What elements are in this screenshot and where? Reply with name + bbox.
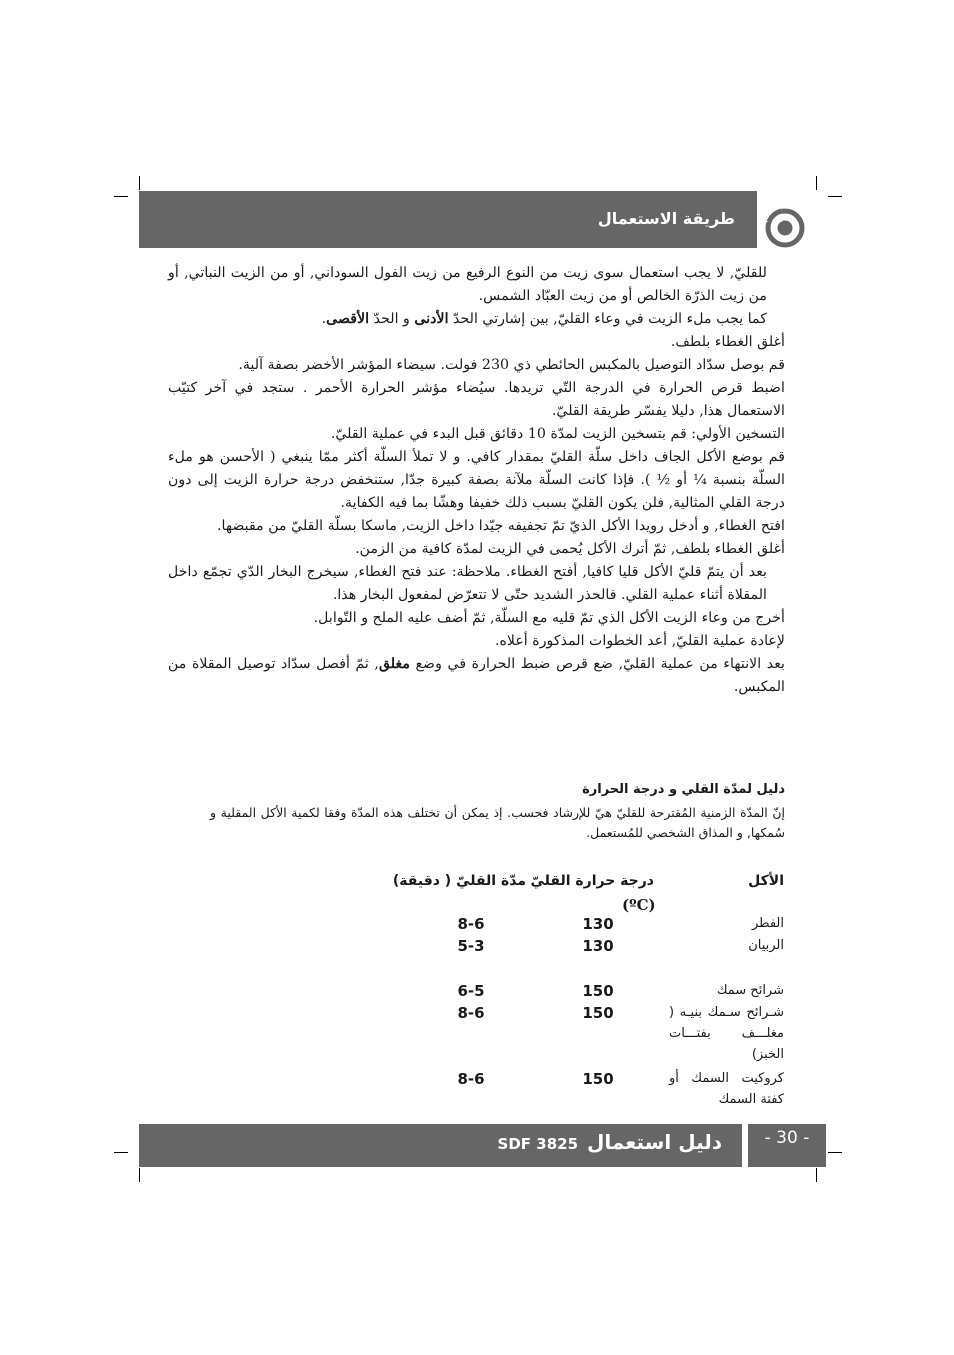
emphasis-text: مغلق xyxy=(378,656,410,672)
paragraph-text: التسخين الأولي: قم بتسخين الزيت لمدّة 10 دقائق قبل البدء في عملية القليّ. xyxy=(330,426,785,442)
instruction-paragraph xyxy=(168,515,785,538)
page-title: طريقة الاستعمال xyxy=(597,209,735,228)
table-cell-food: كروكيت السمك أو كفتة السمك xyxy=(669,1071,784,1107)
guide-title: دليل لمدّة القلي و درجة الحرارة xyxy=(582,782,785,797)
instruction-paragraph xyxy=(168,308,785,331)
paragraph-text: أخرج من وعاء الزيت الأكل الذي تمّ قليه مع السلّة, ثمّ أضف عليه الملح و التّوابل. xyxy=(313,610,785,626)
instruction-paragraph xyxy=(168,423,785,446)
crop-mark xyxy=(139,1168,140,1182)
table-header-food: الأكل xyxy=(748,873,784,889)
table-cell-time: 6-5 xyxy=(457,982,485,1000)
paragraph-text: أغلق الغطاء بلطف, ثمّ أترك الأكل يُحمى في الزيت لمدّة كافية من الزمن. xyxy=(355,541,785,557)
page-number: - 30 - xyxy=(764,1128,810,1148)
instruction-paragraph xyxy=(168,331,785,354)
manual-title: دليل استعمال xyxy=(587,1130,722,1154)
instruction-paragraph xyxy=(168,446,785,515)
table-header-temp-unit: (ºC) xyxy=(622,896,656,914)
crop-mark xyxy=(828,196,842,197)
instructions-body xyxy=(168,262,785,699)
table-cell-time: 5-3 xyxy=(457,937,485,955)
model-number: SDF 3825 xyxy=(497,1135,579,1153)
paragraph-text: اضبط قرص الحرارة في الدرجة التّي تريدها. سيُضاء مؤشر الحرارة الأحمر . ستجد في آخر كتيّب الاستعمال هذا, دليلا يفسّر طريقة القليّ. xyxy=(168,380,785,419)
table-header-temp: درجة حرارة القليّ xyxy=(530,873,654,889)
table-cell-temp: 150 xyxy=(582,982,614,1000)
instruction-paragraph xyxy=(168,262,785,308)
table-cell-food: الربيان xyxy=(748,938,784,953)
paragraph-text: قم بوصل سدّاد التوصيل بالمكبس الحائطي ذي 230 فولت. سيضاء المؤشر الأخضر بصفة آلية. xyxy=(238,357,785,373)
emphasis-text: الأقصى xyxy=(326,311,370,327)
paragraph-text: و الحدّ xyxy=(369,311,415,327)
instruction-paragraph xyxy=(168,630,785,653)
header-bar xyxy=(139,191,757,248)
instruction-paragraph xyxy=(168,354,785,377)
table-cell-temp: 150 xyxy=(582,1004,614,1022)
paragraph-text: , ثمّ أفصل سدّاد توصيل المقلاة من المكبس. xyxy=(168,656,785,695)
instruction-paragraph xyxy=(168,607,785,630)
crop-mark xyxy=(816,176,817,190)
instruction-paragraph xyxy=(168,377,785,423)
table-cell-food: شرائح سمك xyxy=(716,983,784,998)
crop-mark xyxy=(828,1152,842,1153)
table-header-time: مدّة القليّ ( دقيقة) xyxy=(392,873,526,889)
table-cell-food: شـرائح سـمك بنيـه ( مغلـــف بفتـــات الخبز) xyxy=(669,1005,784,1062)
paragraph-text: لإعادة عملية القليّ, أعد الخطوات المذكورة أعلاه. xyxy=(494,633,785,649)
table-cell-food: الفطر xyxy=(752,916,784,931)
paragraph-text: بعد أن يتمّ قليّ الأكل قليا كافيا, أفتح الغطاء. ملاحظة: عند فتح الغطاء, سيخرج البخار الدّي تجمّع داخل المقلاة أثناء عملية القلي. فالحذر الشديد حتّى لا تتعرّض لمفعول البخار هذا. xyxy=(168,564,767,603)
table-cell-temp: 150 xyxy=(582,1070,614,1088)
paragraph-text: قم بوضع الأكل الجاف داخل سلّة القليّ بمقدار كافي. و لا تملأ السلّة أكثر ممّا ينبغي ( الأحسن هو ملء السلّة بنسبة ¼ أو ½ ). فإذا كانت السلّة ملآنة بصفة كبيرة جدّا, ستنخفض درجة حرارة الزيت إلى دون درجة القلي المثالية, فلن يكون القليّ بسبب ذلك خفيفا وهشّا بما فيه الكفاية. xyxy=(168,449,785,511)
instruction-paragraph xyxy=(168,538,785,561)
table-cell-time: 8-6 xyxy=(457,1004,485,1022)
instruction-paragraph xyxy=(168,653,785,699)
crop-mark xyxy=(114,196,128,197)
paragraph-text: . xyxy=(321,311,327,327)
paragraph-text: بعد الانتهاء من عملية القليّ, ضع قرص ضبط الحرارة في وضع xyxy=(409,656,785,672)
guide-text: إنّ المدّة الزمنية المُقترحة للقليّ هيّ للإرشاد فحسب. إذ يمكن أن تختلف هذه المدّة وفقا لكمية الأكل المقلية و سُمكها, و المذاق الشخصي للمُستعمل. xyxy=(210,805,785,840)
paragraph-text: افتح الغطاء, و أدخل رويدا الأكل الذيّ تمّ تجفيفه جيّدا داخل الزيت, ماسكا بسلّة القليّ من مقبضها. xyxy=(217,518,785,534)
paragraph-text: كما يجب ملء الزيت في وعاء القليّ, بين إشارتي الحدّ xyxy=(448,311,767,327)
page-number-box xyxy=(748,1124,826,1167)
footer-title xyxy=(498,1130,722,1154)
footer-bar xyxy=(139,1124,742,1167)
paragraph-text: أغلق الغطاء بلطف. xyxy=(670,334,785,350)
table-cell-time: 8-6 xyxy=(457,1070,485,1088)
crop-mark xyxy=(114,1152,128,1153)
brand-logo-icon xyxy=(765,208,805,248)
crop-mark xyxy=(816,1168,817,1182)
table-cell-temp: 130 xyxy=(582,915,614,933)
paragraph-text: للقليّ, لا يجب استعمال سوى زيت من النوع الرفيع من زيت الفول السوداني, أو من الزيت النباتي, أو من زيت الذرّة الخالص أو من زيت العبّاد الشمس. xyxy=(168,265,767,304)
table-cell-time: 8-6 xyxy=(457,915,485,933)
crop-mark xyxy=(139,176,140,190)
instruction-paragraph xyxy=(168,561,785,607)
table-cell-temp: 130 xyxy=(582,937,614,955)
emphasis-text: الأدنى xyxy=(414,311,449,327)
